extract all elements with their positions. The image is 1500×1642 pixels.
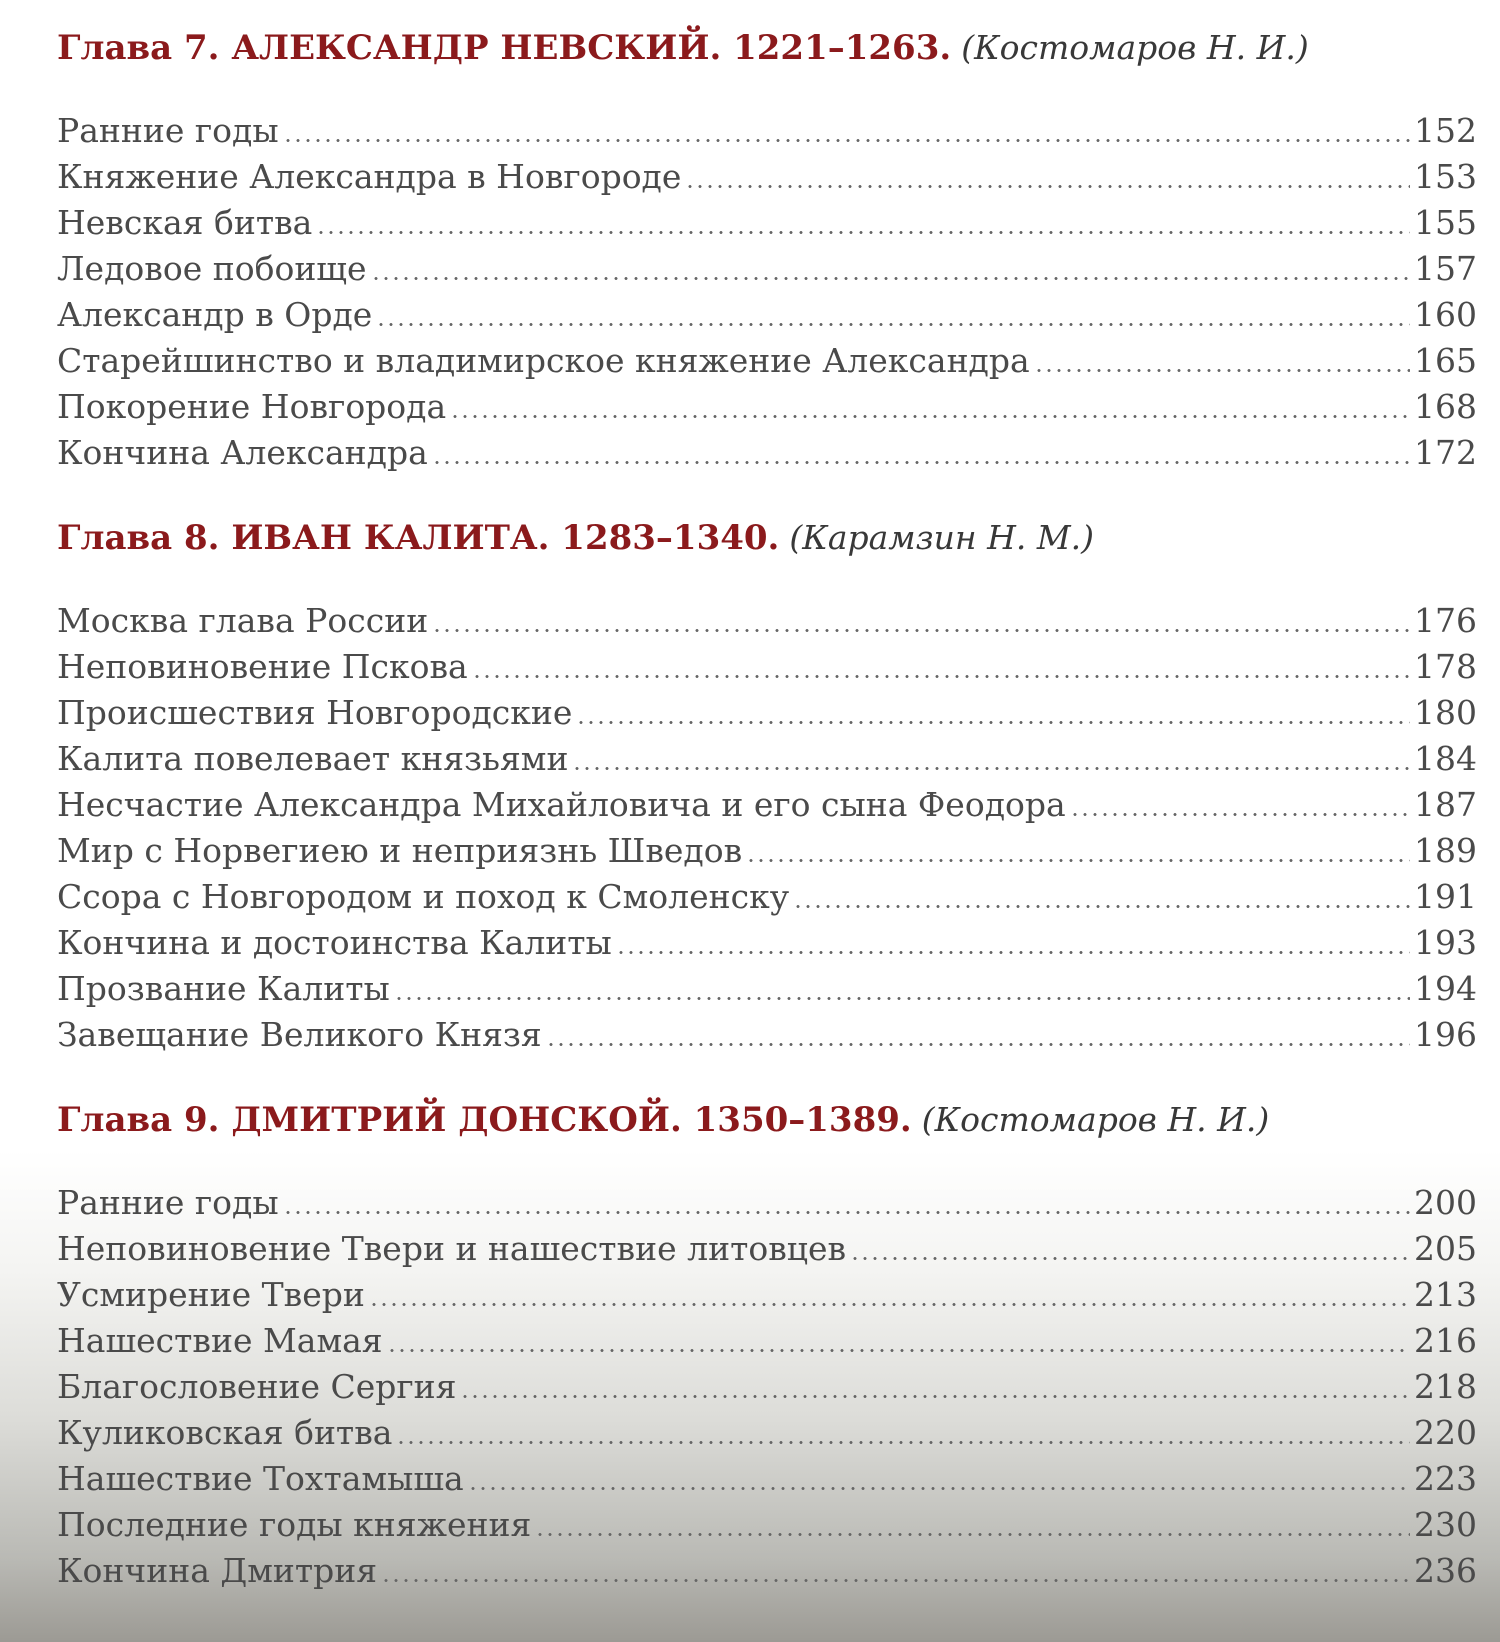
toc-page-number: 160 [1414, 295, 1477, 334]
toc-entry-title: Усмирение Твери [57, 1275, 365, 1314]
dot-leader [394, 997, 1410, 1000]
toc-entry-title: Последние годы княжения [57, 1505, 532, 1544]
toc-entry-title: Происшествия Новгородские [57, 693, 573, 732]
toc-entry[interactable] [57, 920, 1477, 966]
dot-leader [746, 859, 1410, 862]
toc-entry-title: Ссора с Новгородом и поход к Смоленску [57, 877, 790, 916]
dot-leader [685, 185, 1410, 188]
toc-entry-title: Кончина Дмитрия [57, 1551, 378, 1590]
toc-page-number: 187 [1414, 785, 1477, 824]
chapter-author: (Карамзин Н. М.) [789, 518, 1095, 557]
dot-leader [546, 1043, 1410, 1046]
toc-entry[interactable] [57, 246, 1477, 292]
toc-entry[interactable] [57, 690, 1477, 736]
dot-leader [381, 1579, 1410, 1582]
dot-leader [396, 1441, 1410, 1444]
toc-entry-title: Александр в Орде [57, 295, 373, 334]
toc-page-number: 213 [1414, 1275, 1477, 1314]
toc-entry-title: Несчастие Александра Михайловича и его сына Феодора [57, 785, 1066, 824]
toc-entry[interactable] [57, 200, 1477, 246]
toc-entry[interactable] [57, 1364, 1477, 1410]
toc-entry-title: Ледовое побоище [57, 249, 367, 288]
dot-leader [572, 767, 1410, 770]
toc-page-number: 191 [1414, 877, 1477, 916]
toc-entry[interactable] [57, 1456, 1477, 1502]
toc-page-number: 230 [1414, 1505, 1477, 1544]
toc-entry-title: Завещание Великого Князя [57, 1015, 542, 1054]
chapter-title: ДМИТРИЙ ДОНСКОЙ. 1350–1389. [231, 1100, 912, 1140]
toc-page-number: 194 [1414, 969, 1477, 1008]
toc-entry[interactable] [57, 1548, 1477, 1594]
toc-page-number: 165 [1414, 341, 1477, 380]
toc-page-number: 155 [1414, 203, 1477, 242]
chapter-title: ИВАН КАЛИТА. 1283–1340. [231, 518, 780, 558]
toc-page-number: 189 [1414, 831, 1477, 870]
chapter-title: АЛЕКСАНДР НЕВСКИЙ. 1221–1263. [231, 28, 952, 68]
toc-page-number: 180 [1414, 693, 1477, 732]
toc-entry[interactable] [57, 154, 1477, 200]
toc-list [57, 108, 1477, 476]
toc-entry-title: Куликовская битва [57, 1413, 393, 1452]
toc-entry-title: Мир с Норвегиею и неприязнь Шведов [57, 831, 743, 870]
toc-page-number: 176 [1414, 601, 1477, 640]
dot-leader [316, 231, 1410, 234]
toc-page-number: 168 [1414, 387, 1477, 426]
toc-entry-title: Покорение Новгорода [57, 387, 447, 426]
toc-entry-title: Княжение Александра в Новгороде [57, 157, 682, 196]
toc-entry[interactable] [57, 828, 1477, 874]
chapter-heading [57, 518, 1477, 574]
toc-entry-title: Калита повелевает князьями [57, 739, 569, 778]
dot-leader [460, 1395, 1410, 1398]
toc-page-number: 178 [1414, 647, 1477, 686]
dot-leader [616, 951, 1410, 954]
toc-entry-title: Ранние годы [57, 1183, 279, 1222]
chapter-7-section [57, 28, 1477, 476]
toc-entry[interactable] [57, 644, 1477, 690]
toc-entry[interactable] [57, 1272, 1477, 1318]
toc-page-number: 157 [1414, 249, 1477, 288]
toc-entry-title: Неповиновение Пскова [57, 647, 468, 686]
toc-page-number: 200 [1414, 1183, 1477, 1222]
dot-leader [432, 629, 1410, 632]
toc-page-number: 223 [1414, 1459, 1477, 1498]
toc-page-number: 218 [1414, 1367, 1477, 1406]
toc-page-number: 172 [1414, 433, 1477, 472]
toc-entry-title: Старейшинство и владимирское княжение Александра [57, 341, 1030, 380]
dot-leader [450, 415, 1410, 418]
dot-leader [387, 1349, 1410, 1352]
dot-leader [535, 1533, 1410, 1536]
toc-entry-title: Невская битва [57, 203, 313, 242]
dot-leader [468, 1487, 1410, 1490]
dot-leader [369, 1303, 1410, 1306]
toc-page-number: 216 [1414, 1321, 1477, 1360]
dot-leader [850, 1257, 1410, 1260]
toc-entry[interactable] [57, 1180, 1477, 1226]
toc-entry[interactable] [57, 1012, 1477, 1058]
toc-page-number: 196 [1414, 1015, 1477, 1054]
toc-entry[interactable] [57, 1226, 1477, 1272]
toc-entry-title: Кончина Александра [57, 433, 428, 472]
toc-page-number: 153 [1414, 157, 1477, 196]
toc-page-number: 236 [1414, 1551, 1477, 1590]
toc-entry[interactable] [57, 1318, 1477, 1364]
chapter-8-section [57, 518, 1477, 1058]
chapter-9-section [57, 1100, 1477, 1594]
dot-leader [472, 675, 1410, 678]
toc-entry[interactable] [57, 782, 1477, 828]
toc-page-number: 152 [1414, 111, 1477, 150]
toc-entry[interactable] [57, 430, 1477, 476]
dot-leader [376, 323, 1410, 326]
chapter-heading [57, 28, 1477, 84]
toc-entry[interactable] [57, 736, 1477, 782]
toc-entry-title: Прозвание Калиты [57, 969, 390, 1008]
toc-entry[interactable] [57, 292, 1477, 338]
toc-entry[interactable] [57, 338, 1477, 384]
toc-entry[interactable] [57, 874, 1477, 920]
chapter-label: Глава 9. [57, 1100, 220, 1140]
toc-page-number: 220 [1414, 1413, 1477, 1452]
toc-page-number: 193 [1414, 923, 1477, 962]
toc-entry[interactable] [57, 384, 1477, 430]
toc-page-number: 205 [1414, 1229, 1477, 1268]
toc-entry-title: Кончина и достоинства Калиты [57, 923, 612, 962]
toc-entry-title: Благословение Сергия [57, 1367, 457, 1406]
chapter-author: (Костомаров Н. И.) [921, 1100, 1270, 1139]
toc-entry[interactable] [57, 1502, 1477, 1548]
toc-entry[interactable] [57, 966, 1477, 1012]
dot-leader [371, 277, 1410, 280]
dot-leader [283, 139, 1410, 142]
toc-entry[interactable] [57, 598, 1477, 644]
dot-leader [283, 1211, 1410, 1214]
chapter-label: Глава 8. [57, 518, 220, 558]
toc-entry[interactable] [57, 108, 1477, 154]
toc-list [57, 598, 1477, 1058]
chapter-label: Глава 7. [57, 28, 220, 68]
toc-entry[interactable] [57, 1410, 1477, 1456]
toc-page [57, 0, 1477, 1642]
dot-leader [793, 905, 1410, 908]
chapter-heading [57, 1100, 1477, 1156]
toc-entry-title: Нашествие Тохтамыша [57, 1459, 464, 1498]
toc-entry-title: Нашествие Мамая [57, 1321, 383, 1360]
toc-list [57, 1180, 1477, 1594]
toc-entry-title: Ранние годы [57, 111, 279, 150]
dot-leader [576, 721, 1410, 724]
dot-leader [432, 461, 1410, 464]
chapter-author: (Костомаров Н. И.) [961, 28, 1309, 67]
toc-page-number: 184 [1414, 739, 1477, 778]
dot-leader [1034, 369, 1410, 372]
dot-leader [1070, 813, 1410, 816]
toc-entry-title: Москва глава России [57, 601, 429, 640]
toc-entry-title: Неповиновение Твери и нашествие литовцев [57, 1229, 847, 1268]
